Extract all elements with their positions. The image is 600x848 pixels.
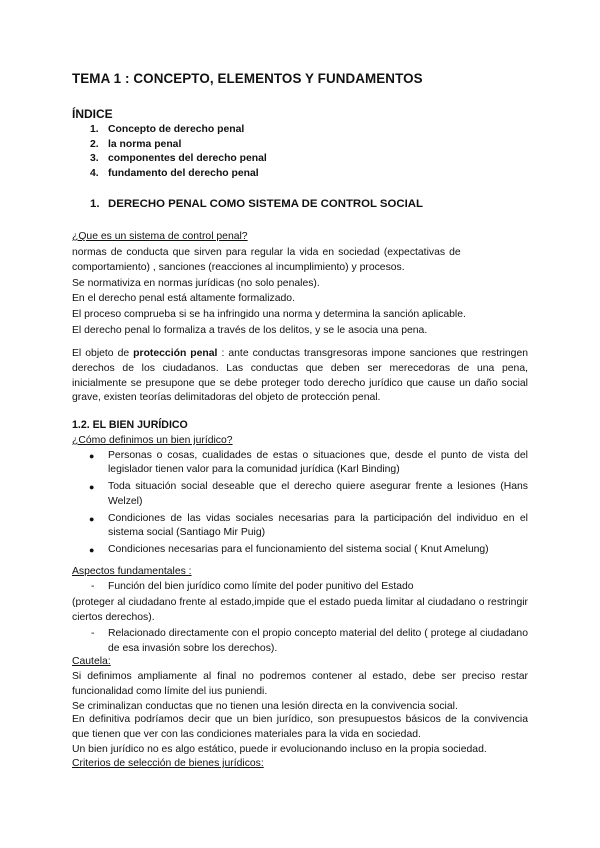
index-item: 3. componentes del derecho penal xyxy=(90,153,267,165)
section-1-body xyxy=(72,229,528,338)
dash-icon: - xyxy=(91,581,95,592)
section-1-2-question-wrap xyxy=(72,433,528,449)
aspect-note: (proteger al ciudadano frente al estado,impide que el estado pueda limitar al ciudadano o restringir ciertos derechos). xyxy=(72,597,528,623)
bullet-icon: ● xyxy=(89,482,95,493)
caution-line: En definitiva podríamos decir que un bien jurídico, son presupuestos básicos de la convivencia que tienen que ver con las condiciones materiales para la vida en sociedad. xyxy=(72,714,528,740)
definitions-list xyxy=(72,449,528,560)
criteria-heading-wrap xyxy=(72,756,528,772)
protection-object-paragraph: El objeto de protección penal : ante conductas transgresoras impone sanciones que restringen derechos de los ciudadanos. Las conductas que deben ser merecedoras de una pena, inicialmente se presupone que se debe proteger todo derecho jurídico que cause un daño social grave, existen teorías delimitadoras del objeto de protección penal. xyxy=(72,348,529,404)
section-1-2-heading: 1.2. EL BIEN JURÍDICO xyxy=(72,419,188,431)
aspects-heading-wrap xyxy=(72,564,528,580)
index-list xyxy=(90,123,267,181)
aspect-item: - Función del bien jurídico como límite del poder punitivo del Estado xyxy=(72,580,528,595)
dash-icon: - xyxy=(91,628,95,639)
section-1-line: En el derecho penal está altamente formalizado. xyxy=(72,293,295,305)
bullet-icon: ● xyxy=(89,545,95,556)
section-1-line: comportamiento) , sanciones (reacciones al incumplimiento) y procesos. xyxy=(72,262,405,274)
aspects-list-2 xyxy=(72,627,528,656)
definition-item: ● Condiciones necesarias para el funcionamiento del sistema social ( Knut Amelung) xyxy=(72,543,528,557)
section-1-question: ¿Que es un sistema de control penal? xyxy=(72,231,248,242)
index-item: 4. fundamento del derecho penal xyxy=(90,167,259,179)
protection-penal-term: protección penal xyxy=(133,348,218,359)
criteria-heading: Criterios de selección de bienes jurídicos: xyxy=(72,758,264,769)
bullet-icon: ● xyxy=(89,513,95,524)
index-item: 1. Concepto de derecho penal xyxy=(90,124,245,135)
section-1-2-question: ¿Cómo definimos un bien jurídico? xyxy=(72,435,233,446)
definition-item: ● Toda situación social deseable que el derecho quiere asegurar frente a lesiones (Hans Welzel) xyxy=(89,481,528,507)
index-item: 2. la norma penal xyxy=(90,138,182,150)
section-1-line: El proceso comprueba si se ha infringido una norma y determina la sanción aplicable. xyxy=(72,308,466,320)
document-title: TEMA 1 : CONCEPTO, ELEMENTOS Y FUNDAMENTOS xyxy=(72,71,423,86)
caution-line: Si definimos ampliamente al final no podremos contener al estado, debe ser preciso restar funcionalidad como límite del ius puniendi. xyxy=(72,671,528,697)
caution-line: Se criminalizan conductas que no tienen una lesión directa en la convivencia social. xyxy=(72,701,458,712)
section-1-heading: 1. DERECHO PENAL COMO SISTEMA DE CONTROL SOCIAL xyxy=(90,198,423,210)
caution-heading-wrap xyxy=(72,654,528,670)
section-1-line: Se normativiza en normas jurídicas (no solo penales). xyxy=(72,277,320,289)
aspects-heading: Aspectos fundamentales : xyxy=(72,566,192,577)
definition-item: ● Condiciones de las vidas sociales necesarias para la participación del individuo en el sistema social (Santiago Mir Puig) xyxy=(89,512,528,539)
section-1-line: normas de conducta que sirven para regular la vida en sociedad (expectativas de xyxy=(72,246,461,258)
caution-line: Un bien jurídico no es algo estático, puede ir evolucionando incluso en la propia sociedad. xyxy=(72,744,487,755)
index-heading: ÍNDICE xyxy=(72,107,113,121)
definition-item: ● Personas o cosas, cualidades de estas o situaciones que, desde el punto de vista del legislador tienen valor para la comunidad jurídica (Karl Binding) xyxy=(89,450,528,476)
caution-heading: Cautela: xyxy=(72,656,111,667)
aspects-list-1 xyxy=(72,580,528,595)
aspect-item: - Relacionado directamente con el propio concepto material del delito ( protege al ciudadano de esa invasión sobre los derechos). xyxy=(91,628,528,654)
bullet-icon: ● xyxy=(89,451,95,461)
section-1-line: El derecho penal lo formaliza a través de los delitos, y se le asocia una pena. xyxy=(72,324,428,336)
